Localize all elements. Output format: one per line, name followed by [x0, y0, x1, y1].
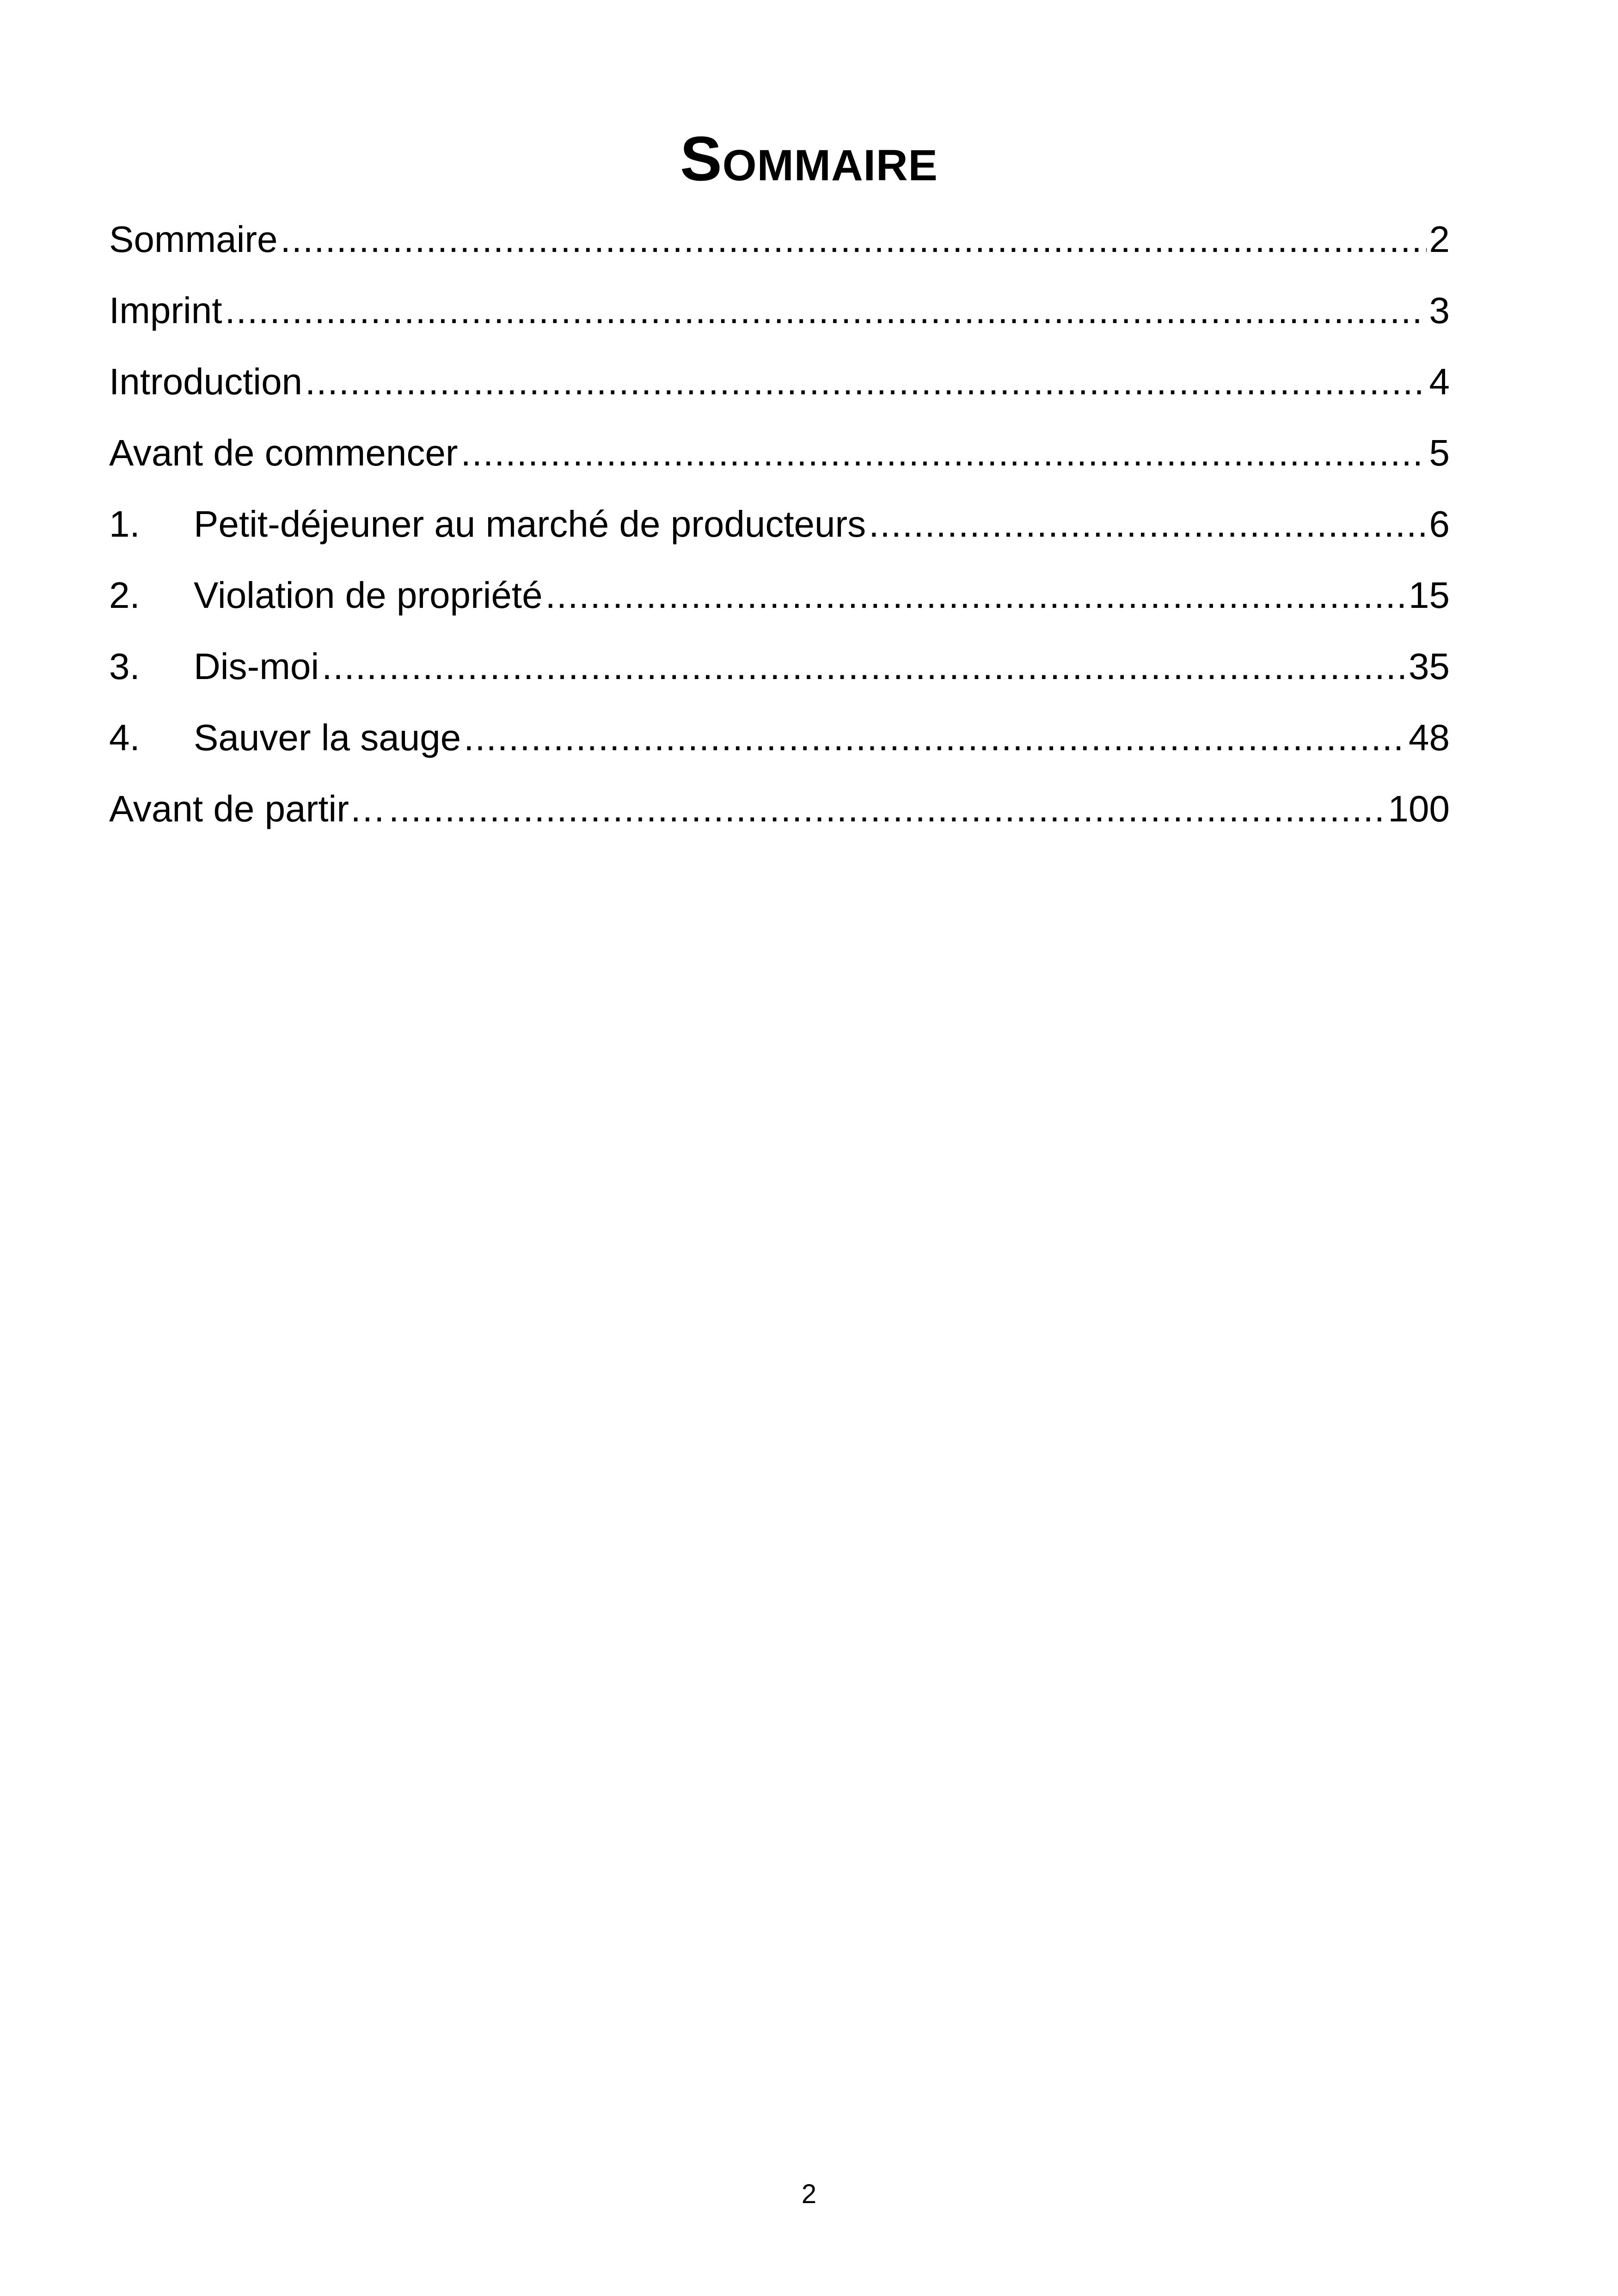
toc-dot-leader [389, 786, 1385, 832]
toc-entry[interactable] [109, 288, 1450, 359]
page-number: 2 [801, 2179, 817, 2209]
toc-entry[interactable] [109, 501, 1450, 572]
toc-entry[interactable] [109, 643, 1450, 715]
toc-entry[interactable] [109, 359, 1450, 430]
toc-entry-label: Avant de commencer [109, 432, 458, 473]
toc-entry-label: Dis-moi [194, 646, 319, 687]
toc-entry-label: Introduction [109, 361, 303, 402]
toc-entry-page: 15 [1409, 575, 1450, 616]
toc-entry-number: 1. [109, 503, 140, 545]
table-of-contents [109, 216, 1450, 857]
toc-entry[interactable] [109, 430, 1450, 501]
toc-dot-leader [460, 430, 1426, 476]
toc-entry-label: Avant de partir… [109, 788, 386, 829]
toc-dot-leader [305, 359, 1426, 405]
toc-entry-page: 48 [1409, 717, 1450, 758]
toc-dot-leader [322, 643, 1406, 690]
toc-entry-number: 2. [109, 575, 140, 616]
toc-entry[interactable] [109, 786, 1450, 857]
toc-entry-label: Sommaire [109, 219, 278, 260]
toc-entry[interactable] [109, 572, 1450, 643]
toc-entry-label: Imprint [109, 290, 222, 331]
toc-dot-leader [545, 572, 1406, 618]
toc-entry[interactable] [109, 216, 1450, 288]
toc-entry[interactable] [109, 715, 1450, 786]
toc-entry-page: 5 [1429, 432, 1450, 473]
toc-entry-page: 35 [1409, 646, 1450, 687]
toc-dot-leader [281, 216, 1427, 263]
toc-entry-label: Sauver la sauge [194, 717, 461, 758]
toc-entry-page: 100 [1388, 788, 1450, 829]
toc-entry-number: 3. [109, 646, 140, 687]
toc-entry-page: 3 [1429, 290, 1450, 331]
toc-dot-leader [869, 501, 1426, 547]
toc-dot-leader [464, 715, 1406, 761]
toc-entry-page: 2 [1429, 219, 1450, 260]
toc-entry-label: Petit-déjeuner au marché de producteurs [194, 503, 866, 545]
toc-entry-page: 4 [1429, 361, 1450, 402]
page-title: Sommaire [680, 123, 938, 194]
toc-entry-page: 6 [1429, 503, 1450, 545]
toc-entry-label: Violation de propriété [194, 575, 543, 616]
toc-dot-leader [225, 288, 1427, 334]
toc-entry-number: 4. [109, 717, 140, 758]
